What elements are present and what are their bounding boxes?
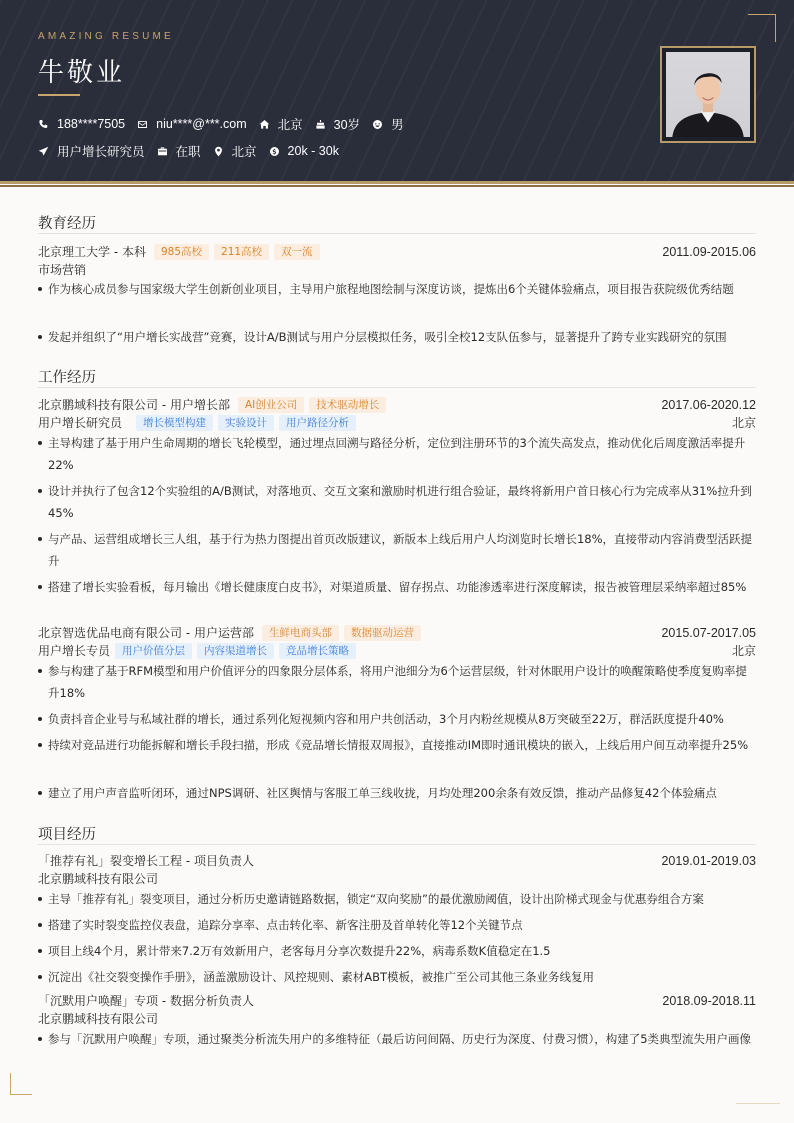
project-company: 北京鹏域科技有限公司 [38,1012,159,1026]
education-section-title: 教育经历 [38,216,96,232]
education-date: 2011.09-2015.06 [662,244,756,259]
send-icon [38,146,49,157]
school-tag: 双一流 [274,244,320,260]
location-pin-icon [213,146,224,157]
salary-text: 20k - 30k [287,144,339,158]
job-intent-row [38,142,351,160]
skill-tag: 竞品增长策略 [279,643,356,659]
salary-item [269,144,339,158]
company-name: 北京智选优品电商有限公司 - 用户运营部 [38,626,254,640]
job-role: 用户增长研究员 [38,416,123,430]
list-item: 持续对竞品进行功能拆解和增长手段扫描，形成《竞品增长情报双周报》，直接推动IM即时通讯模块的嵌入，上线后用户间互动率提升25% [38,734,756,756]
position-item [38,142,145,160]
company-name: 北京鹏域科技有限公司 - 用户增长部 [38,398,230,412]
mail-icon [137,119,148,130]
home-icon [259,119,270,130]
projects-section-title: 项目经历 [38,827,96,843]
work-entry-header [38,396,756,413]
list-item: 搭建了增长实验看板，每月输出《增长健康度白皮书》，对渠道质量、留存拐点、功能渗透率进行深度解读，报告被管理层采纳率超过85% [38,576,756,598]
project-name: 「沉默用户唤醒」专项 - 数据分析负责人 [38,994,254,1008]
project-company-row [38,870,756,887]
face-icon [372,119,383,130]
target-city-text: 北京 [231,145,257,159]
company-tag: 数据驱动运营 [344,625,421,641]
company-tag: 技术驱动增长 [309,397,386,413]
skill-tag: 用户路径分析 [279,415,356,431]
project-entry-header [38,992,756,1009]
list-item: 负责抖音企业号与私域社群的增长，通过系列化短视频内容和用户共创活动，3个月内粉丝规模从8万突破至22万，群活跃度提升40% [38,708,756,730]
city-text: 北京 [277,118,303,132]
gender-text: 男 [391,118,404,132]
work-section-title: 工作经历 [38,370,96,386]
list-item: 与产品、运营组成增长三人组，基于行为热力图提出首页改版建议，新版本上线后用户人均浏览时长增长18%，直接带动内容消费型活跃提升 [38,528,756,572]
age-item [315,115,360,133]
candidate-name: 牛敬业 [38,58,126,88]
list-item: 参与构建了基于RFM模型和用户价值评分的四象限分层体系，将用户池细分为6个运营层级，针对休眠用户设计的唤醒策略使季度复购率提升18% [38,660,756,704]
list-item: 作为核心成员参与国家级大学生创新创业项目，主导用户旅程地图绘制与深度访谈，提炼出6个关键体验痛点，项目报告获院级优秀结题 [38,278,756,300]
brand-label: AMAZING RESUME [38,31,174,42]
education-major-row [38,261,756,278]
list-item: 项目上线4个月，累计带来7.2万有效新用户，老客每月分享次数提升22%，病毒系数K值稳定在1.5 [38,940,756,962]
email-item [137,117,247,131]
school-name: 北京理工大学 - 本科 [38,245,146,259]
school-tag: 211高校 [214,244,269,260]
skill-tag: 内容渠道增长 [197,643,274,659]
skill-tag: 实验设计 [218,415,274,431]
section-divider [38,387,756,388]
skill-tag: 增长模型构建 [136,415,213,431]
project-company: 北京鹏域科技有限公司 [38,872,159,886]
work-role-row [38,414,756,431]
project-entry-header [38,852,756,869]
job-role: 用户增长专员 [38,644,111,658]
list-item: 参与「沉默用户唤醒」专项，通过聚类分析流失用户的多维特征（最后访问间隔、历史行为深度、付费习惯），构建了5类典型流失用户画像 [38,1028,756,1050]
gender-item [372,115,404,133]
work-date: 2017.06-2020.12 [661,397,756,412]
project-name: 「推荐有礼」裂变增长工程 - 项目负责人 [38,854,254,868]
footer-divider [736,1103,780,1104]
phone-item [38,117,125,131]
target-city-item [213,142,257,160]
school-tag: 985高校 [154,244,209,260]
list-item: 搭建了实时裂变监控仪表盘，追踪分享率、点击转化率、新客注册及首单转化等12个关键节点 [38,914,756,936]
major: 市场营销 [38,263,87,277]
list-item: 主导构建了基于用户生命周期的增长飞轮模型，通过埋点回溯与路径分析，定位到注册环节的3个流失高发点，推动优化后周度激活率提升22% [38,432,756,476]
list-item: 主导「推荐有礼」裂变项目，通过分析历史邀请链路数据，锁定“双向奖励”的最优激励阈值，设计出阶梯式现金与优惠券组合方案 [38,888,756,910]
list-item: 发起并组织了“用户增长实战营”竞赛，设计A/B测试与用户分层模拟任务，吸引全校12支队伍参与，显著提升了跨专业实践研究的氛围 [38,326,756,348]
corner-ornament-top-right [748,14,776,42]
section-divider [38,844,756,845]
list-item: 设计并执行了包含12个实验组的A/B测试，对落地页、交互文案和激励时机进行组合验证，最终将新用户首日核心行为完成率从31%拉升到45% [38,480,756,524]
work-location: 北京 [731,416,756,430]
avatar-frame [660,46,756,143]
work-date: 2015.07-2017.05 [661,625,756,640]
project-company-row [38,1010,756,1027]
name-underline [38,94,80,96]
list-item: 建立了用户声音监听闭环，通过NPS调研、社区舆情与客服工单三线收拢，月均处理200余条有效反馈，推动产品修复42个体验痛点 [38,782,756,804]
project-date: 2019.01-2019.03 [661,853,756,868]
company-tag: AI创业公司 [238,397,304,413]
phone-icon [38,119,49,130]
status-text: 在职 [175,145,201,159]
phone-text: 188****7505 [57,117,126,131]
company-tag: 生鲜电商头部 [262,625,339,641]
section-divider [38,233,756,234]
status-item [157,142,201,160]
header-gold-divider [0,185,794,187]
email-text: niu****@***.com [156,117,247,131]
briefcase-icon [157,146,168,157]
corner-ornament-bottom-left [10,1073,32,1095]
work-location: 北京 [731,644,756,658]
list-item: 沉淀出《社交裂变操作手册》，涵盖激励设计、风控规则、素材ABT模板，被推广至公司其他三条业务线复用 [38,966,756,988]
money-icon [269,146,280,157]
skill-tag: 用户价值分层 [115,643,192,659]
work-entry-header [38,624,756,641]
project-date: 2018.09-2018.11 [662,993,756,1008]
city-item [259,115,303,133]
avatar [666,52,750,137]
cake-icon [315,119,326,130]
work-role-row [38,642,756,659]
contact-row [38,115,416,133]
education-entry-header [38,243,756,260]
age-text: 30岁 [333,118,361,132]
position-text: 用户增长研究员 [57,145,145,159]
